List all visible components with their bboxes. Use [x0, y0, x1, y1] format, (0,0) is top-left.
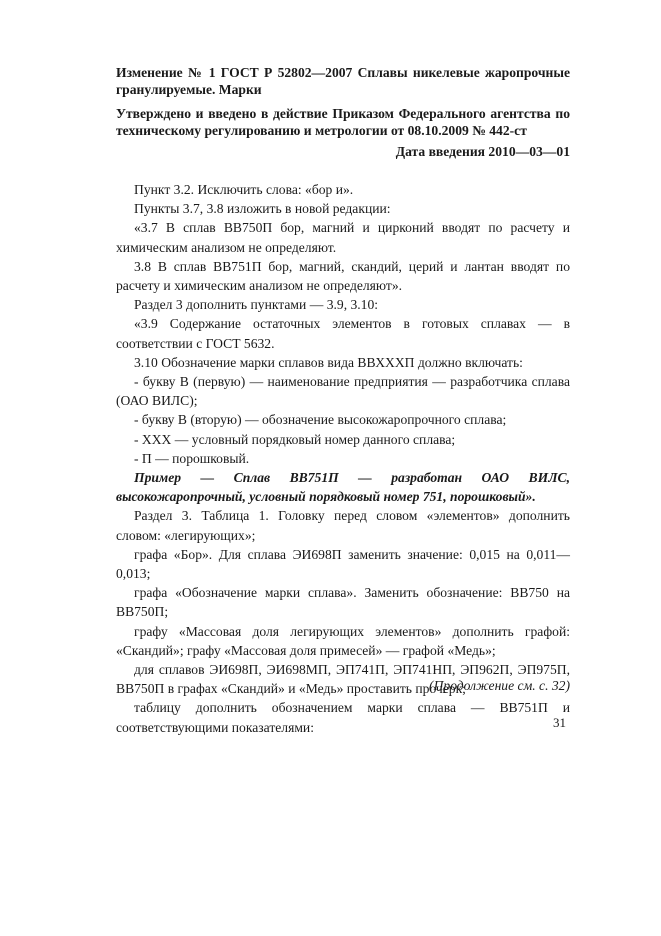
- list-item-first-letter: - букву В (первую) — наименование предприятия — разработчика сплава (ОАО ВИЛС);: [116, 374, 570, 409]
- paragraph-dash-entries: для сплавов ЭИ698П, ЭИ698МП, ЭП741П, ЭП741НП, ЭП962П, ЭП975П, ВВ750П в графах «Скандий» и «Медь» проставить прочерк;: [116, 662, 570, 697]
- document-page: [116, 64, 570, 737]
- paragraph-clause-3-2: Пункт 3.2. Исключить слова: «бор и».: [134, 182, 354, 197]
- list-item-powder: - П — порошковый.: [134, 450, 250, 466]
- continuation-note: (Продолжение см. с. 32): [429, 678, 570, 693]
- paragraph-clause-3-8: 3.8 В сплав ВВ751П бор, магний, скандий, церий и лантан вводят по расчету и химическим анализом не определяют».: [116, 258, 570, 294]
- example-paragraph: Пример — Сплав ВВ751П — разработан ОАО ВИЛС, высокожаропрочный, условный порядковый номер 751, порошковый».: [116, 470, 570, 505]
- paragraph-clause-3-9: «3.9 Содержание остаточных элементов в готовых сплавах — в соответствии с ГОСТ 5632.: [116, 316, 570, 351]
- list-item-second-letter: - букву В (вторую) — обозначение высокожаропрочного сплава;: [134, 412, 507, 428]
- paragraph-table-addition: таблицу дополнить обозначением марки сплава — ВВ751П и соответствующими показателями:: [116, 700, 570, 735]
- effective-date: Дата введения 2010—03—01: [395, 144, 570, 159]
- paragraph-table-1-header: Раздел 3. Таблица 1. Головку перед словом «элементов» дополнить словом: «легирующих»;: [116, 508, 570, 543]
- paragraph-boron-column: графа «Бор». Для сплава ЭИ698П заменить значение: 0,015 на 0,011—0,013;: [116, 546, 570, 582]
- approval-statement: Утверждено и введено в действие Приказом Федерального агентства по техническому регулированию и метрологии от 08.10.2009 № 442-ст: [116, 106, 570, 138]
- list-item-number: - ХХХ — условный порядковый номер данного сплава;: [134, 431, 456, 447]
- document-body: [116, 180, 570, 737]
- paragraph-clause-3-10: 3.10 Обозначение марки сплавов вида ВВХХХП должно включать:: [134, 354, 523, 370]
- amendment-title: Изменение № 1 ГОСТ Р 52802—2007 Сплавы никелевые жаропрочные гранулируемые. Марки: [116, 65, 570, 97]
- paragraph-section-3-additions: Раздел 3 дополнить пунктами — 3.9, 3.10:: [134, 297, 379, 313]
- paragraph-new-columns: графу «Массовая доля легирующих элементов» дополнить графой: «Скандий»; графу «Массовая доля примесей» — графой «Медь»;: [116, 623, 570, 658]
- paragraph-clauses-3-7-3-8: Пункты 3.7, 3.8 изложить в новой редакции:: [134, 201, 391, 217]
- page-number: 31: [553, 715, 566, 730]
- paragraph-clause-3-7: «3.7 В сплав ВВ750П бор, магний и цирконий вводят по расчету и химическим анализом не определяют.: [116, 220, 570, 255]
- paragraph-grade-designation: графа «Обозначение марки сплава». Заменить обозначение: ВВ750 на ВВ750П;: [116, 585, 570, 620]
